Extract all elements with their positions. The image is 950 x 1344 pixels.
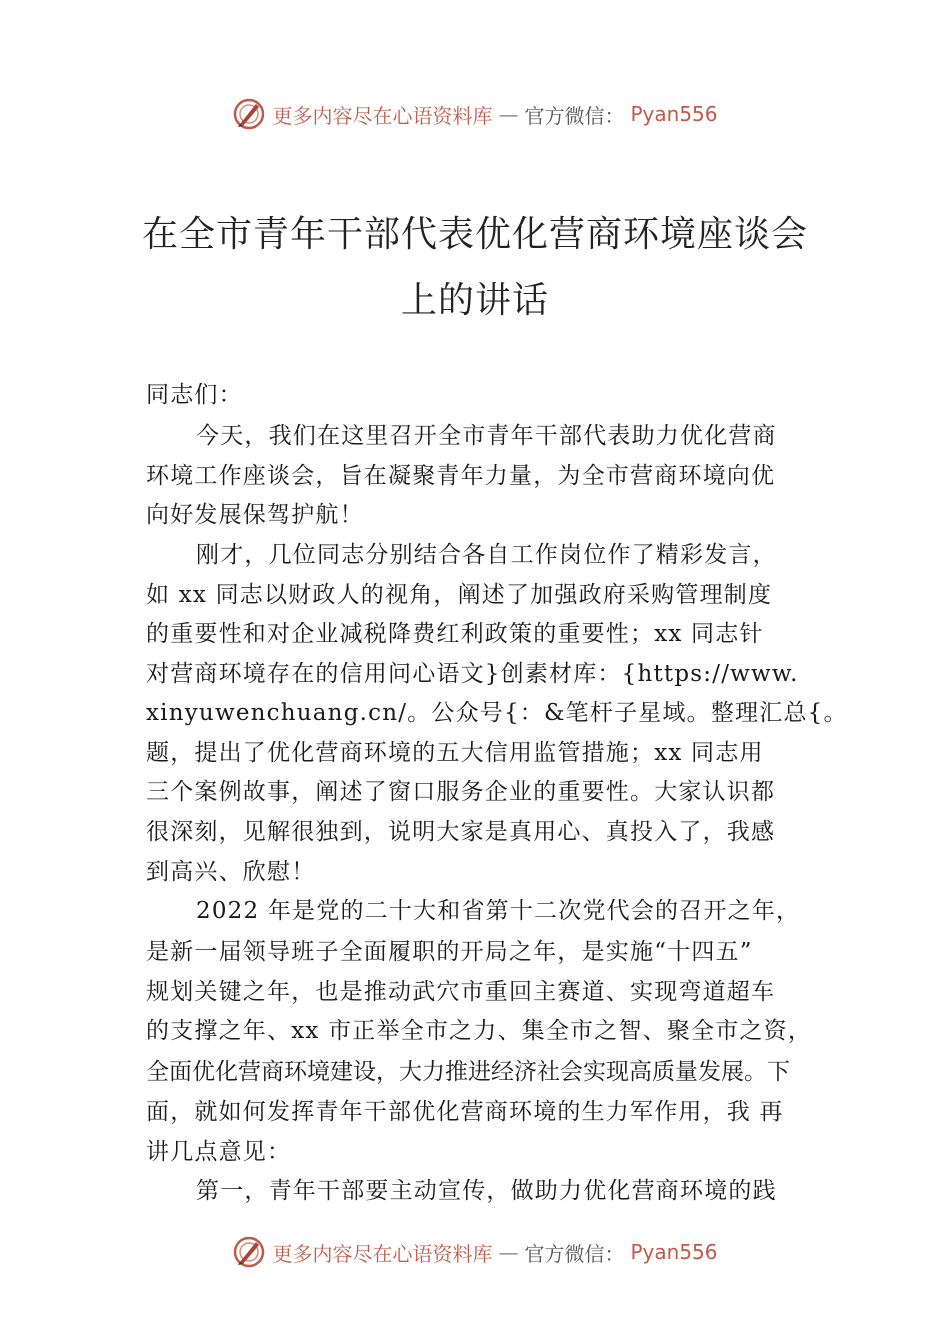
document-title-line-2: 上的讲话 [400, 280, 549, 321]
body-line: 对营商环境存在的信用问心语文}创素材库：{https://www. [146, 661, 799, 687]
body-line: 如 xx 同志以财政人的视角，阐述了加强政府采购管理制度 [146, 582, 773, 608]
body-line: 2022 年是党的二十大和省第十二次党代会的召开之年， [196, 898, 801, 924]
watermark-site-text: 更多内容尽在心语资料库 [272, 103, 493, 128]
watermark-banner-bottom [0, 1232, 950, 1272]
body-line: 环境工作座谈会，旨在凝聚青年力量，为全市营商环境向优 [146, 463, 776, 489]
body-line: 面，就如何发挥青年干部优化营商环境的生力军作用，我 再 [146, 1099, 784, 1125]
watermark-wechat-label: 官方微信： [524, 1241, 625, 1266]
document-title-line-1: 在全市青年干部代表优化营商环境座谈会 [141, 214, 808, 255]
watermark-wechat-label: 官方微信： [524, 103, 625, 128]
body-line: 向好发展保驾护航！ [146, 502, 364, 528]
salutation: 同志们： [146, 382, 243, 408]
pen-logo-icon [232, 1235, 266, 1269]
watermark-separator: — [498, 102, 519, 126]
body-line: 题，提出了优化营商环境的五大信用监管措施；xx 同志用 [146, 740, 764, 766]
watermark-wechat-id: Pyan556 [630, 102, 718, 126]
body-line: 的重要性和对企业减税降费红利政策的重要性；xx 同志针 [146, 621, 764, 647]
watermark-banner-top [0, 94, 950, 134]
watermark-wechat-id: Pyan556 [630, 1240, 718, 1264]
body-line: 今天，我们在这里召开全市青年干部代表助力优化营商 [196, 423, 777, 449]
watermark-site-text: 更多内容尽在心语资料库 [272, 1241, 493, 1266]
body-line: 的支撑之年、xx 市正举全市之力、集全市之智、聚全市之资， [146, 1018, 813, 1044]
body-line: xinyuwenchuang.cn/。公众号{：&笔杆子星域。整理汇总{。 [146, 700, 848, 726]
body-line: 是新一届领导班子全面履职的开局之年，是实施“十四五” [146, 939, 753, 965]
body-line: 三个案例故事，阐述了窗口服务企业的重要性。大家认识都 [146, 779, 776, 805]
watermark-separator: — [498, 1240, 519, 1264]
body-line: 刚才，几位同志分别结合各自工作岗位作了精彩发言， [196, 542, 777, 568]
body-line: 第一，青年干部要主动宣传，做助力优化营商环境的践 [196, 1178, 777, 1204]
pen-logo-icon [232, 97, 266, 131]
body-line: 很深刻，见解很独到，说明大家是真用心、真投入了，我感 [146, 819, 776, 845]
body-line: 讲几点意见： [146, 1139, 292, 1165]
body-line: 到高兴、欣慰！ [146, 859, 316, 885]
body-line: 全面优化营商环境建设，大力推进经济社会实现高质量发展。下 [146, 1059, 790, 1085]
body-line: 规划关键之年，也是推动武穴市重回主赛道、实现弯道超车 [146, 979, 776, 1005]
